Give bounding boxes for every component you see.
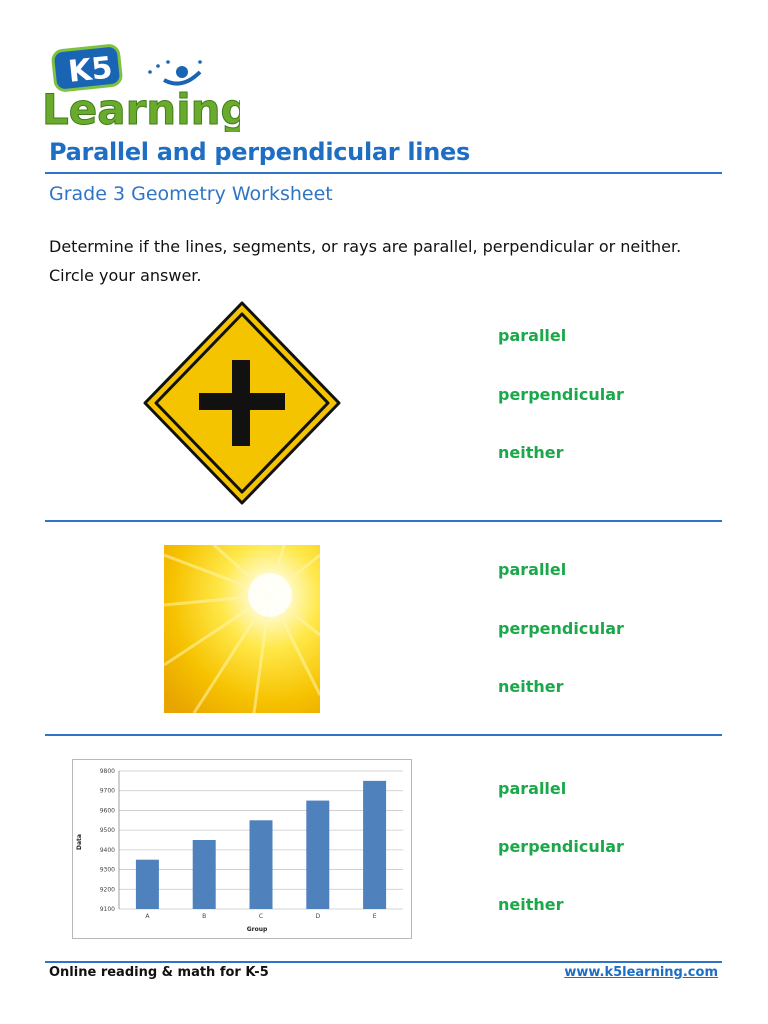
q2-option-neither[interactable]: neither <box>498 677 564 696</box>
chart-ylabel: Data <box>76 834 83 850</box>
q1-option-neither[interactable]: neither <box>498 443 564 462</box>
footer-website-link[interactable]: www.k5learning.com <box>564 965 718 980</box>
page-title: Parallel and perpendicular lines <box>49 138 470 166</box>
chart-bar-b <box>193 840 216 909</box>
q1-option-perpendicular[interactable]: perpendicular <box>498 385 624 404</box>
chart-bar-d <box>306 801 329 909</box>
instructions-line-2: Circle your answer. <box>49 266 202 285</box>
logo-person-icon <box>148 60 202 83</box>
page-subtitle: Grade 3 Geometry Worksheet <box>49 183 333 205</box>
chart-bar-a <box>136 860 159 909</box>
chart-ytick-label: 9800 <box>99 768 115 775</box>
bar-chart <box>72 759 412 939</box>
chart-xtick-label: E <box>372 913 377 920</box>
chart-xtick-label: A <box>145 913 150 920</box>
sunburst-image <box>164 545 320 713</box>
chart-ytick-label: 9600 <box>99 807 115 815</box>
chart-ytick-label: 9300 <box>99 866 115 874</box>
chart-ytick-label: 9100 <box>99 906 115 913</box>
logo-wordmark: Learning <box>42 85 240 132</box>
chart-ytick-label: 9400 <box>99 846 115 854</box>
bar-chart-svg <box>73 760 411 938</box>
q3-option-parallel[interactable]: parallel <box>498 779 567 798</box>
chart-bar-e <box>363 781 386 909</box>
chart-ytick-label: 9200 <box>99 886 115 894</box>
crossroad-sign-icon <box>142 300 342 506</box>
q1-option-parallel[interactable]: parallel <box>498 326 567 345</box>
chart-ytick-label: 9500 <box>99 827 115 835</box>
footer-divider <box>45 961 722 963</box>
question-divider-1 <box>45 520 722 522</box>
chart-xtick-label: C <box>258 913 264 920</box>
title-divider <box>45 172 722 174</box>
q3-option-neither[interactable]: neither <box>498 895 564 914</box>
q2-option-perpendicular[interactable]: perpendicular <box>498 619 624 638</box>
chart-bar-c <box>250 820 273 909</box>
chart-ytick-label: 9700 <box>99 787 115 795</box>
instructions-line-1: Determine if the lines, segments, or rays are parallel, perpendicular or neither. <box>49 237 682 256</box>
instructions <box>49 232 729 290</box>
k5-learning-logo <box>40 42 240 132</box>
chart-xtick-label: D <box>315 913 321 920</box>
q2-option-parallel[interactable]: parallel <box>498 560 567 579</box>
chart-xtick-label: B <box>202 913 207 920</box>
footer-tagline: Online reading & math for K-5 <box>49 965 269 980</box>
chart-xlabel: Group <box>246 926 268 933</box>
question-divider-2 <box>45 734 722 736</box>
logo-badge-text: K5 <box>66 50 115 90</box>
q3-option-perpendicular[interactable]: perpendicular <box>498 837 624 856</box>
